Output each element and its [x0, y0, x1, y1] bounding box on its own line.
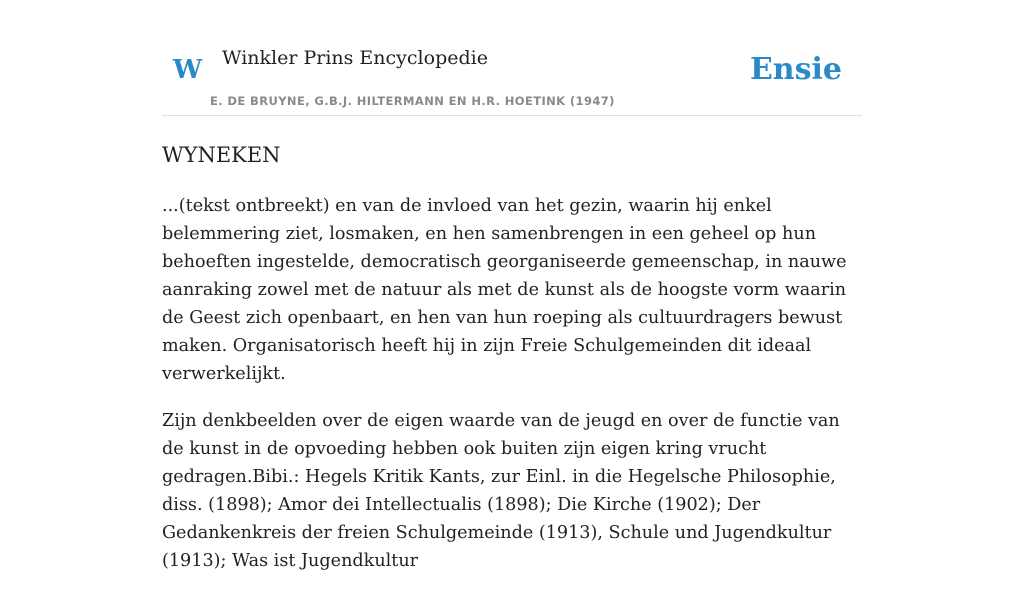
- winkler-prins-logo[interactable]: W: [173, 55, 203, 85]
- entry-body: [162, 192, 866, 594]
- source-authors: E. DE BRUYNE, G.B.J. HILTERMANN EN H.R. HOETINK (1947): [210, 94, 615, 108]
- source-title[interactable]: Winkler Prins Encyclopedie: [222, 47, 488, 69]
- entry-paragraph: ...(tekst ontbreekt) en van de invloed van het gezin, waarin hij enkel belemmering ziet, losmaken, en hen samenbrengen in een geheel op hun behoeften ingestelde, democratisch georganiseerde gemeenschap, in nauwe aanraking zowel met de natuur als met de kunst als de hoogste vorm waarin de Geest zich openbaart, en hen van hun roeping als cultuurdragers bewust maken. Organisatorisch heeft hij in zijn Freie Schulgemeinden dit ideaal verwerkelijkt.: [162, 196, 847, 384]
- entry-paragraph: Zijn denkbeelden over de eigen waarde van de jeugd en over de functie van de kunst in de opvoeding hebben ook buiten zijn eigen kring vrucht gedragen.Bibi.: Hegels Kritik Kants, zur Einl. in die Hegelsche Philosophie, diss. (1898); Amor dei Intellectualis (1898); Die Kirche (1902); Der Gedankenkreis der freien Schulgemeinde (1913), Schule und Jugendkultur (1913); Was ist Jugendkultur: [162, 411, 840, 571]
- entry-title: WYNEKEN: [162, 143, 281, 167]
- site-header: [162, 0, 862, 116]
- ensie-logo-link[interactable]: Ensie: [749, 52, 842, 87]
